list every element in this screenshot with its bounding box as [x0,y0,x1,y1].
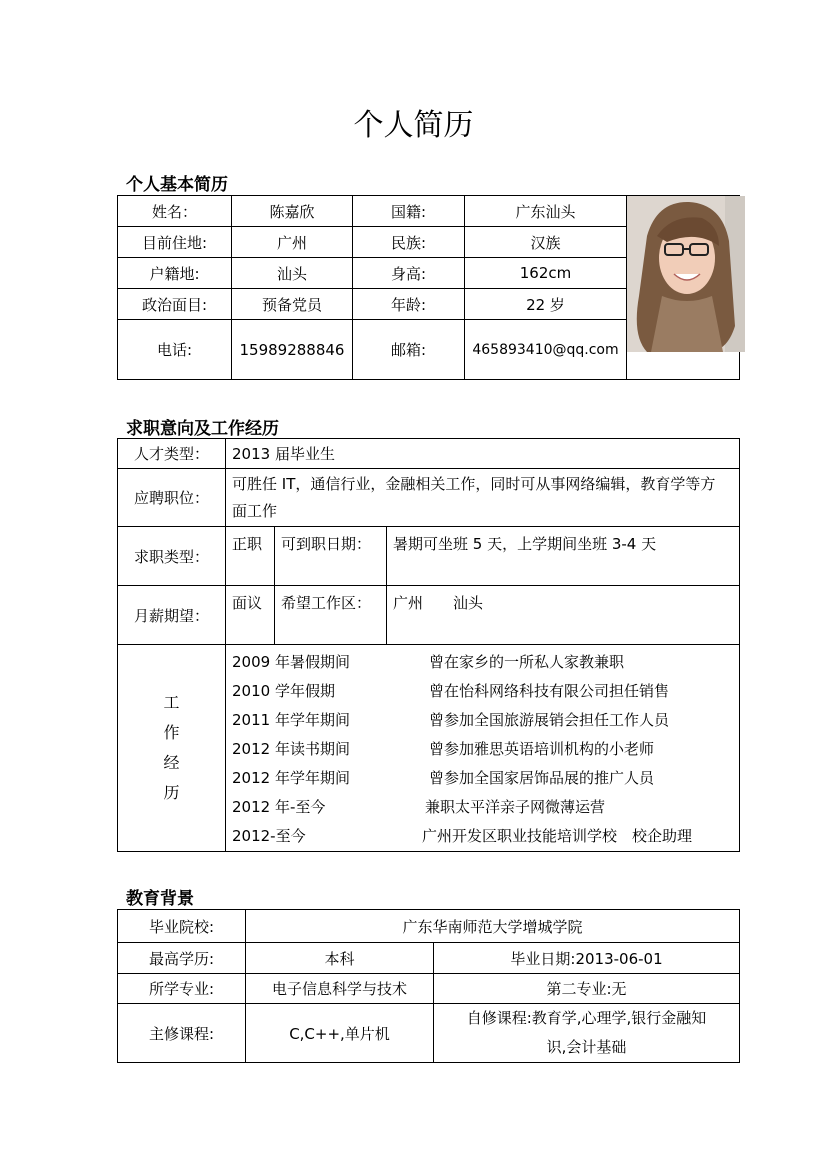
work-period: 2012 年-至今 [232,798,326,816]
work-label-char: 工 [163,693,180,712]
second-major: 第二专业:无 [434,974,740,1004]
email-label: 邮箱: [353,320,465,380]
work-desc: 曾在怡科网络科技有限公司担任销售 [429,682,670,700]
major-label: 所学专业: [118,974,246,1004]
work-desc: 兼职太平洋亲子网微薄运营 [425,798,606,816]
page-title: 个人简历 [353,108,474,143]
available-value: 暑期可坐班 5 天，上学期间坐班 3-4 天 [387,527,740,586]
political-label: 政治面目: [118,289,232,320]
work-desc: 曾参加全国家居饰品展的推广人员 [429,769,655,787]
job-type-label: 求职类型： [118,527,226,586]
area-value: 广州 汕头 [387,586,740,645]
work-history-list [226,645,740,852]
salary-label: 月薪期望： [118,586,226,645]
work-desc: 曾参加全国旅游展销会担任工作人员 [429,711,670,729]
work-item [232,793,739,822]
degree-value: 本科 [246,943,434,974]
basic-section-title: 个人基本简历 [126,175,228,195]
courses-value: C,C++,单片机 [246,1004,434,1063]
work-period: 2012 年读书期间 [232,740,350,758]
work-item [232,764,739,793]
talent-type-value: 2013 届毕业生 [226,439,740,469]
nationality-value: 广东汕头 [465,196,627,227]
height-label: 身高: [353,258,465,289]
email-value: 465893410@qq.com [465,320,627,380]
talent-type-label: 人才类型： [118,439,226,469]
job-section-title: 求职意向及工作经历 [126,419,279,439]
work-period: 2009 年暑假期间 [232,653,350,671]
basic-info-table [117,195,740,380]
graduation-date: 毕业日期:2013-06-01 [434,943,740,974]
age-value: 22 岁 [465,289,627,320]
nationality-label: 国籍: [353,196,465,227]
courses-label: 主修课程: [118,1004,246,1063]
edu-section-title: 教育背景 [126,889,194,909]
name-label: 姓名： [118,196,232,227]
major-value: 电子信息科学与技术 [246,974,434,1004]
work-item [232,822,739,851]
hometown-label: 户籍地: [118,258,232,289]
height-value: 162cm [465,258,627,289]
hometown-value: 汕头 [232,258,353,289]
age-label: 年龄: [353,289,465,320]
work-desc: 广州开发区职业技能培训学校 校企助理 [422,827,693,845]
salary-value: 面议 [226,586,275,645]
ethnicity-label: 民族: [353,227,465,258]
job-table [117,438,740,852]
work-period: 2010 学年假期 [232,682,335,700]
degree-label: 最高学历: [118,943,246,974]
self-study-courses: 自修课程:教育学,心理学,银行金融知识,会计基础 [434,1004,740,1063]
political-value: 预备党员 [232,289,353,320]
residence-value: 广州 [232,227,353,258]
photo-cell [627,196,740,380]
name-value: 陈嘉欣 [232,196,353,227]
work-item [232,648,739,677]
ethnicity-value: 汉族 [465,227,627,258]
profile-photo [627,196,745,352]
work-item [232,677,739,706]
school-label: 毕业院校: [118,910,246,943]
position-label: 应聘职位： [118,469,226,527]
position-value: 可胜任 IT，通信行业，金融相关工作，同时可从事网络编辑，教育学等方面工作 [226,469,740,527]
work-label-char: 历 [163,783,180,802]
phone-value: 15989288846 [232,320,353,380]
work-period: 2012-至今 [232,827,306,845]
available-label: 可到职日期： [275,527,387,586]
work-period: 2011 年学年期间 [232,711,350,729]
residence-label: 目前住地: [118,227,232,258]
work-desc: 曾在家乡的一所私人家教兼职 [429,653,625,671]
work-label-char: 经 [163,753,180,772]
school-value: 广东华南师范大学增城学院 [246,910,740,943]
education-table [117,909,740,1063]
work-label-char: 作 [163,723,180,742]
work-period: 2012 年学年期间 [232,769,350,787]
work-item [232,706,739,735]
work-history-label [118,645,226,852]
job-type-value: 正职 [226,527,275,586]
work-desc: 曾参加雅思英语培训机构的小老师 [429,740,655,758]
phone-label: 电话: [118,320,232,380]
work-item [232,735,739,764]
area-label: 希望工作区： [275,586,387,645]
